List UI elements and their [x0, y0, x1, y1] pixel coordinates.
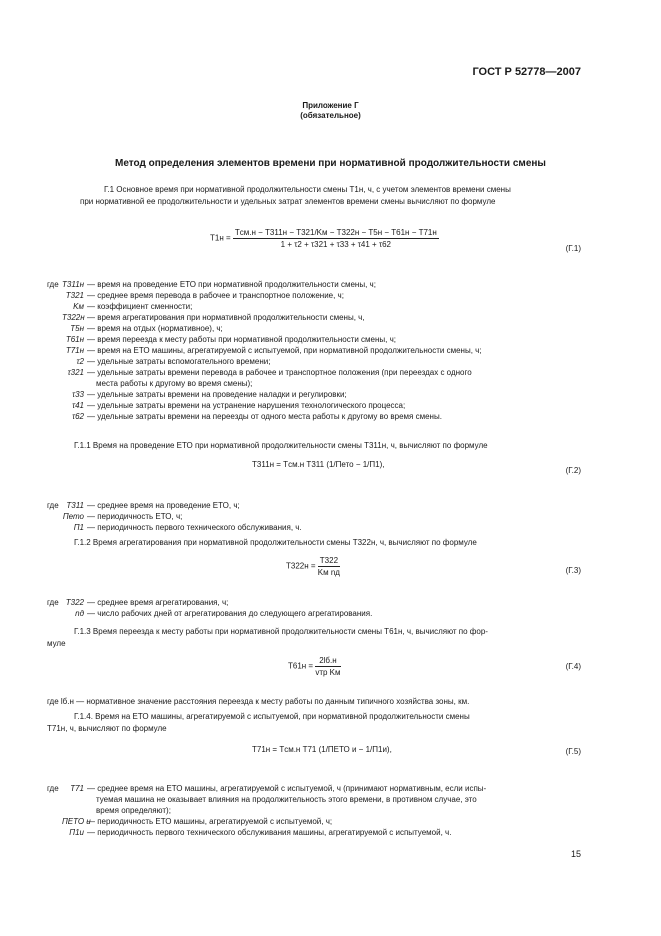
definition-symbol: ПЕТО и	[62, 817, 91, 826]
paragraph-g12: Г.1.2 Время агрегатирования при нормативной продолжительности смены T322н, ч, вычисляют по формуле	[74, 538, 477, 547]
definition-text: — удельные затраты времени перевода в рабочее и транспортное положения (при переездах с одного	[87, 368, 472, 377]
formula-g1-denominator: 1 + τ2 + τ321 + τ33 + τ41 + τ62	[280, 240, 391, 249]
formula-g4-lhs: T61н =	[288, 661, 314, 671]
formula-g4-numerator: 2lб.н	[315, 656, 340, 667]
paragraph-g13-line1: Г.1.3 Время переезда к месту работы при нормативной продолжительности смены T61н, ч, вычисляют по фор-	[74, 627, 488, 636]
definition-symbol: T71	[70, 784, 84, 793]
definition-symbol: τ41	[72, 401, 84, 410]
definition-symbol: T71н	[65, 346, 84, 355]
definition-symbol: T311	[66, 501, 84, 510]
definition-symbol: Пето	[62, 512, 84, 521]
formula-g2-body: (1/Пето − 1/П1),	[326, 460, 385, 469]
definition-text: — удельные затраты времени на переезды от одного места работы к другому во время смены.	[87, 412, 442, 421]
definition-row	[62, 367, 482, 378]
definition-text: — время на отдых (нормативное), ч;	[87, 324, 223, 333]
definition-row	[62, 389, 482, 400]
definition-symbol: nд	[75, 609, 84, 618]
definition-row	[62, 816, 486, 827]
formula-g3-denominator: Kм nд	[317, 568, 340, 577]
defs5-list	[62, 783, 486, 838]
definition-text: туемая машина не оказывает влияния на продолжительность этого времени, в противном случае, это	[96, 795, 477, 804]
defs1-where: где	[47, 280, 59, 289]
formula-g4-denominator: vтр Kм	[315, 668, 341, 677]
definition-row	[62, 500, 302, 511]
definition-text: — среднее время на проведение ЕТО, ч;	[87, 501, 240, 510]
page-number: 15	[570, 849, 581, 859]
definition-row	[62, 378, 482, 389]
definition-symbol: T322н	[62, 313, 85, 322]
formula-g1-fraction	[233, 228, 439, 249]
definition-symbol	[62, 794, 84, 805]
definition-symbol: τ33	[72, 390, 84, 399]
formula-g5-body: (1/ПЕТО и − 1/П1и),	[318, 745, 392, 754]
definition-symbol: T311н	[62, 280, 85, 289]
appendix-label: Приложение Г	[302, 101, 359, 110]
definition-text: — удельные затраты времени на устранение нарушения технологического процесса;	[87, 401, 406, 410]
definition-row	[62, 522, 302, 533]
paragraph-g1-line2: при нормативной ее продолжительности и удельных затрат элементов времени смены вычисляют по формуле	[80, 197, 496, 206]
formula-g3-number: (Г.3)	[565, 566, 581, 575]
definition-text: — среднее время агрегатирования, ч;	[87, 598, 229, 607]
definition-text: — число рабочих дней от агрегатирования до следующего агрегатирования.	[87, 609, 373, 618]
definition-text: — периодичность ЕТО, ч;	[87, 512, 183, 521]
definition-row	[62, 794, 486, 805]
definition-row	[62, 400, 482, 411]
paragraph-g14-line2: T71н, ч, вычисляют по формуле	[47, 724, 167, 733]
definition-row	[62, 345, 482, 356]
formula-g1-lhs: T1н =	[210, 233, 231, 243]
definition-symbol: T322	[65, 598, 84, 607]
defs4-line: где lб.н — нормативное значение расстояния переезда к месту работы по данным типичного хозяйства зоны, км.	[47, 697, 470, 706]
definition-row	[62, 511, 302, 522]
definition-symbol: τ62	[72, 412, 84, 421]
appendix-status: (обязательное)	[300, 111, 361, 120]
definition-text: — удельные затраты вспомогательного времени;	[87, 357, 271, 366]
formula-g4-fraction	[315, 656, 340, 677]
formula-g2-lhs: T311н = Tсм.н T311	[252, 460, 325, 469]
definition-row	[62, 312, 482, 323]
definition-symbol: τ321	[67, 368, 84, 377]
formula-g3-fraction	[318, 556, 340, 577]
definition-row	[62, 334, 482, 345]
definition-symbol	[62, 378, 84, 389]
formula-g3	[286, 556, 340, 577]
formula-g5	[252, 745, 392, 754]
paragraph-g14-line1: Г.1.4. Время на ЕТО машины, агрегатируемой с испытуемой, при нормативной продолжительности смены	[74, 712, 470, 721]
formula-g1-number: (Г.1)	[565, 244, 581, 253]
standard-header: ГОСТ Р 52778—2007	[472, 66, 581, 78]
definition-text: время определяют);	[96, 806, 171, 815]
definition-row	[62, 608, 372, 619]
definition-text: — удельные затраты времени на проведение наладки и регулировки;	[87, 390, 347, 399]
formula-g3-numerator: T322	[319, 556, 339, 565]
definition-row	[62, 290, 482, 301]
definition-text: — периодичность ЕТО машины, агрегатируемой с испытуемой, ч;	[87, 817, 333, 826]
definition-symbol: T61н	[65, 335, 84, 344]
definition-row	[62, 827, 486, 838]
definition-row	[62, 783, 486, 794]
definition-row	[62, 301, 482, 312]
defs2-list	[62, 500, 302, 533]
defs2-where: где	[47, 501, 59, 510]
defs3-list	[62, 597, 372, 619]
definition-row	[62, 356, 482, 367]
definition-row	[62, 597, 372, 608]
formula-g2	[252, 460, 384, 469]
definition-row	[62, 279, 482, 290]
definition-text: — время на ЕТО машины, агрегатируемой с испытуемой, при нормативной продолжительности смены, ч;	[87, 346, 482, 355]
defs1-list	[62, 279, 482, 422]
definition-symbol: П1и	[69, 828, 84, 837]
definition-symbol	[62, 805, 84, 816]
definition-row	[62, 411, 482, 422]
definition-text: — среднее время на ЕТО машины, агрегатируемой с испытуемой, ч (принимают нормативным, если испы-	[87, 784, 487, 793]
definition-text: — среднее время перевода в рабочее и транспортное положение, ч;	[87, 291, 344, 300]
definition-text: — время на проведение ЕТО при нормативной продолжительности смены, ч;	[87, 280, 376, 289]
formula-g1-numerator: Tсм.н − T311н − T321/Kм − T322н − T5н − T61н − T71н	[234, 228, 437, 237]
formula-g4	[288, 656, 341, 677]
defs3-where: где	[47, 598, 59, 607]
definition-symbol: Kм	[73, 302, 84, 311]
defs5-where: где	[47, 784, 59, 793]
formula-g4-number: (Г.4)	[565, 662, 581, 671]
definition-symbol: T5н	[70, 324, 84, 333]
formula-g5-lhs: T71н = Tсм.н T71	[252, 745, 317, 754]
section-title: Метод определения элементов времени при нормативной продолжительности смены	[115, 158, 546, 169]
formula-g1	[210, 228, 439, 249]
definition-symbol: П1	[73, 523, 84, 532]
paragraph-g11: Г.1.1 Время на проведение ЕТО при нормативной продолжительности смены T311н, ч, вычисляют по формуле	[74, 441, 488, 450]
definition-row	[62, 323, 482, 334]
formula-g2-number: (Г.2)	[565, 466, 581, 475]
definition-text: — время переезда к месту работы при нормативной продолжительности смены, ч;	[87, 335, 397, 344]
paragraph-g13-line2: муле	[47, 639, 66, 648]
definition-text: — коэффициент сменности;	[87, 302, 193, 311]
definition-text: — периодичность первого технического обслуживания, ч.	[87, 523, 302, 532]
definition-text: — время агрегатирования при нормативной продолжительности смены, ч,	[87, 313, 365, 322]
formula-g5-number: (Г.5)	[565, 747, 581, 756]
definition-symbol: T321	[65, 291, 84, 300]
definition-row	[62, 805, 486, 816]
paragraph-g1-line1: Г.1 Основное время при нормативной продолжительности смены T1н, ч, с учетом элементов времени смены	[104, 185, 511, 194]
definition-text: — периодичность первого технического обслуживания машины, агрегатируемой с испытуемой, ч.	[87, 828, 452, 837]
formula-g3-lhs: T322н =	[286, 561, 316, 571]
definition-text: места работы к другому во время смены);	[96, 379, 253, 388]
definition-symbol: τ2	[76, 357, 84, 366]
